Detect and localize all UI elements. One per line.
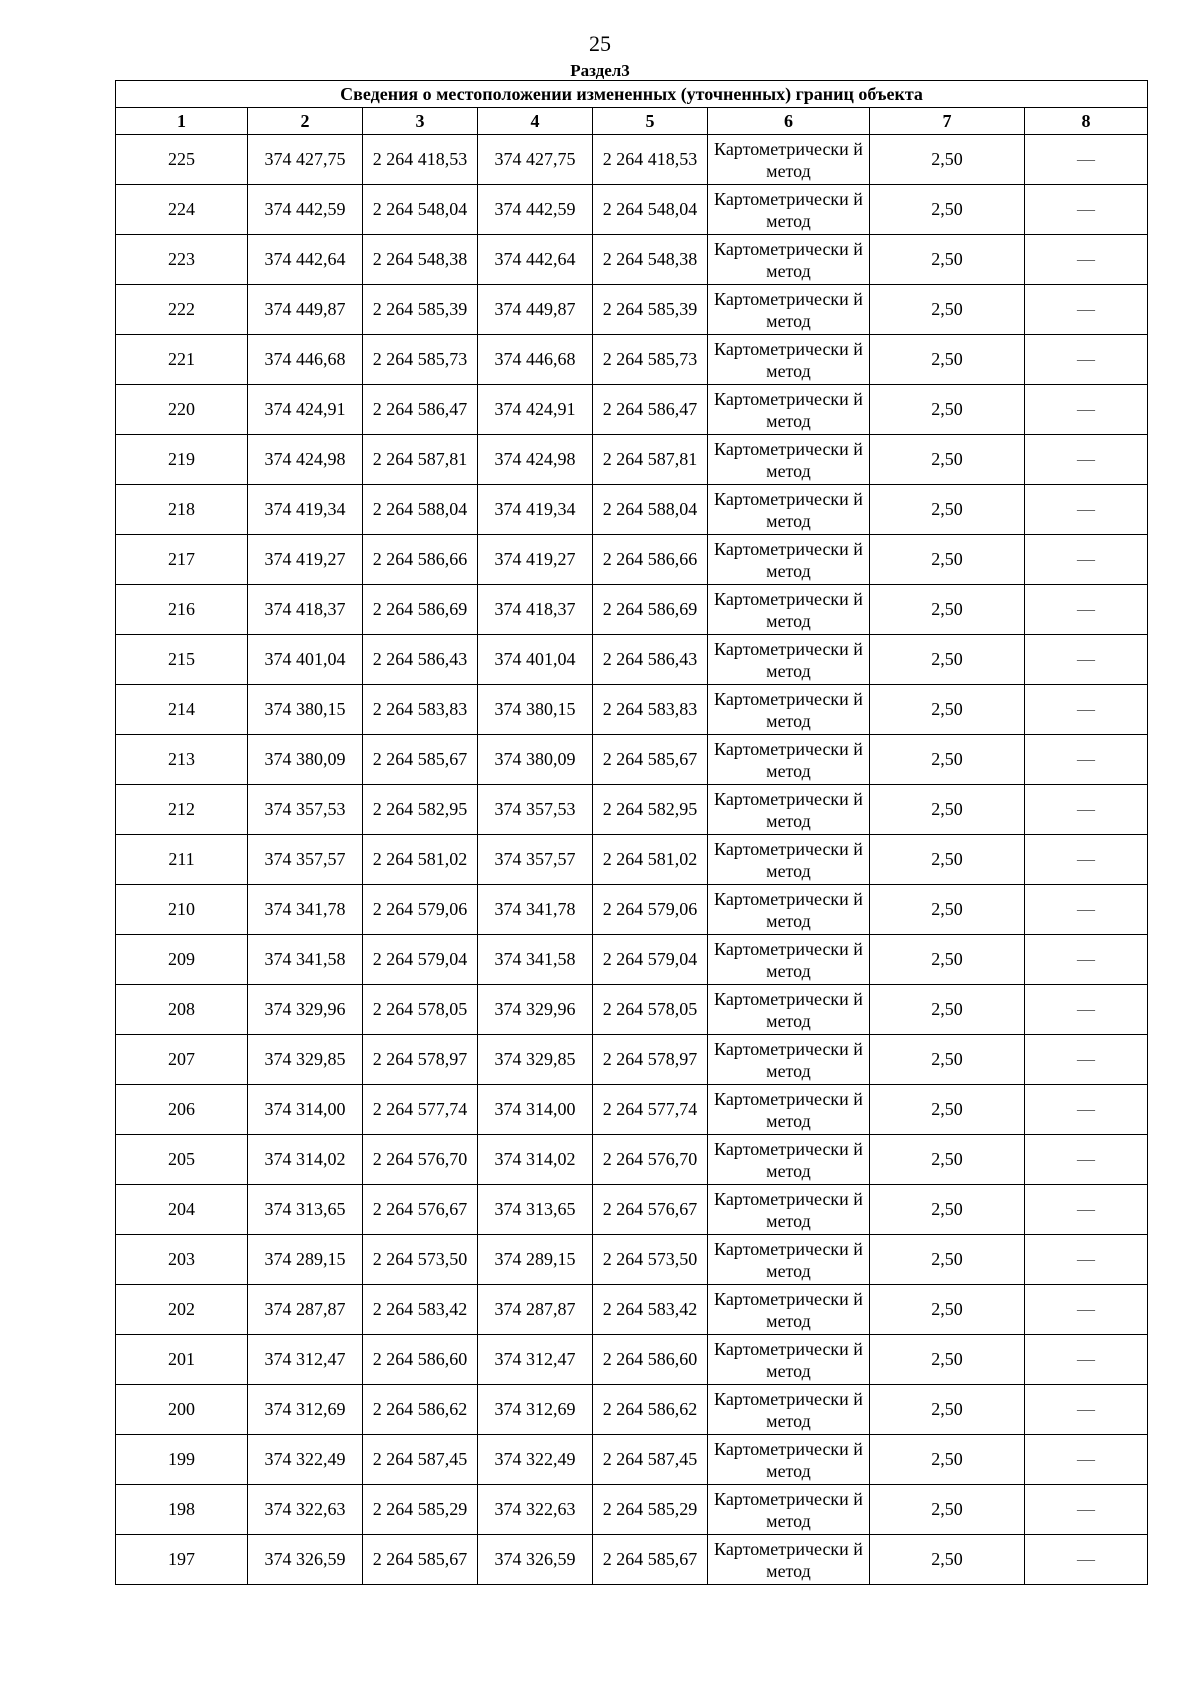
accuracy-cell: 2,50 [870, 1085, 1025, 1135]
y-coordinate-cell: 2 264 585,39 [593, 285, 708, 335]
y-coordinate-cell: 2 264 582,95 [593, 785, 708, 835]
y-coordinate-cell: 2 264 586,43 [593, 635, 708, 685]
y-coordinate-cell: 2 264 548,04 [363, 185, 478, 235]
y-coordinate-cell: 2 264 585,73 [593, 335, 708, 385]
y-coordinate-cell: 2 264 576,67 [593, 1185, 708, 1235]
table-row [116, 285, 1148, 335]
description-cell: — [1025, 785, 1148, 835]
y-coordinate-cell: 2 264 579,06 [593, 885, 708, 935]
accuracy-cell: 2,50 [870, 385, 1025, 435]
x-coordinate-cell: 374 424,91 [478, 385, 593, 435]
y-coordinate-cell: 2 264 587,81 [593, 435, 708, 485]
table-row [116, 185, 1148, 235]
table-row [116, 1035, 1148, 1085]
accuracy-cell: 2,50 [870, 835, 1025, 885]
y-coordinate-cell: 2 264 578,97 [363, 1035, 478, 1085]
point-number-cell: 199 [116, 1435, 248, 1485]
x-coordinate-cell: 374 442,64 [478, 235, 593, 285]
y-coordinate-cell: 2 264 578,05 [363, 985, 478, 1035]
point-number-cell: 206 [116, 1085, 248, 1135]
accuracy-cell: 2,50 [870, 335, 1025, 385]
table-body [116, 135, 1148, 1585]
accuracy-cell: 2,50 [870, 685, 1025, 735]
description-cell: — [1025, 1535, 1148, 1585]
y-coordinate-cell: 2 264 586,69 [593, 585, 708, 635]
point-number-cell: 208 [116, 985, 248, 1035]
method-cell: Картометрически й метод [708, 285, 870, 335]
y-coordinate-cell: 2 264 583,42 [593, 1285, 708, 1335]
method-cell: Картометрически й метод [708, 1135, 870, 1185]
table-row [116, 335, 1148, 385]
accuracy-cell: 2,50 [870, 1435, 1025, 1485]
y-coordinate-cell: 2 264 588,04 [593, 485, 708, 535]
point-number-cell: 212 [116, 785, 248, 835]
table-row [116, 635, 1148, 685]
method-cell: Картометрически й метод [708, 1235, 870, 1285]
accuracy-cell: 2,50 [870, 985, 1025, 1035]
y-coordinate-cell: 2 264 585,39 [363, 285, 478, 335]
column-number: 3 [363, 108, 478, 135]
point-number-cell: 214 [116, 685, 248, 735]
x-coordinate-cell: 374 341,78 [248, 885, 363, 935]
table-row [116, 785, 1148, 835]
table-row [116, 235, 1148, 285]
point-number-cell: 204 [116, 1185, 248, 1235]
point-number-cell: 211 [116, 835, 248, 885]
accuracy-cell: 2,50 [870, 135, 1025, 185]
description-cell: — [1025, 135, 1148, 185]
column-number: 8 [1025, 108, 1148, 135]
point-number-cell: 220 [116, 385, 248, 435]
accuracy-cell: 2,50 [870, 435, 1025, 485]
accuracy-cell: 2,50 [870, 485, 1025, 535]
y-coordinate-cell: 2 264 585,67 [363, 1535, 478, 1585]
y-coordinate-cell: 2 264 577,74 [363, 1085, 478, 1135]
point-number-cell: 209 [116, 935, 248, 985]
point-number-cell: 216 [116, 585, 248, 635]
x-coordinate-cell: 374 329,96 [478, 985, 593, 1035]
method-cell: Картометрически й метод [708, 585, 870, 635]
table-row [116, 935, 1148, 985]
x-coordinate-cell: 374 401,04 [478, 635, 593, 685]
x-coordinate-cell: 374 312,47 [478, 1335, 593, 1385]
description-cell: — [1025, 1435, 1148, 1485]
x-coordinate-cell: 374 314,00 [248, 1085, 363, 1135]
x-coordinate-cell: 374 449,87 [248, 285, 363, 335]
y-coordinate-cell: 2 264 587,45 [363, 1435, 478, 1485]
x-coordinate-cell: 374 357,53 [478, 785, 593, 835]
point-number-cell: 202 [116, 1285, 248, 1335]
method-cell: Картометрически й метод [708, 635, 870, 685]
accuracy-cell: 2,50 [870, 1335, 1025, 1385]
y-coordinate-cell: 2 264 582,95 [363, 785, 478, 835]
x-coordinate-cell: 374 322,49 [478, 1435, 593, 1485]
y-coordinate-cell: 2 264 418,53 [593, 135, 708, 185]
y-coordinate-cell: 2 264 418,53 [363, 135, 478, 185]
y-coordinate-cell: 2 264 585,67 [593, 735, 708, 785]
x-coordinate-cell: 374 418,37 [478, 585, 593, 635]
table-row [116, 1385, 1148, 1435]
point-number-cell: 198 [116, 1485, 248, 1535]
point-number-cell: 219 [116, 435, 248, 485]
method-cell: Картометрически й метод [708, 135, 870, 185]
x-coordinate-cell: 374 427,75 [248, 135, 363, 185]
description-cell: — [1025, 685, 1148, 735]
y-coordinate-cell: 2 264 576,67 [363, 1185, 478, 1235]
y-coordinate-cell: 2 264 586,60 [363, 1335, 478, 1385]
table-row [116, 435, 1148, 485]
x-coordinate-cell: 374 380,15 [248, 685, 363, 735]
point-number-cell: 225 [116, 135, 248, 185]
y-coordinate-cell: 2 264 583,42 [363, 1285, 478, 1335]
description-cell: — [1025, 885, 1148, 935]
description-cell: — [1025, 335, 1148, 385]
x-coordinate-cell: 374 322,63 [478, 1485, 593, 1535]
boundary-coordinates-table [115, 80, 1148, 1585]
x-coordinate-cell: 374 341,78 [478, 885, 593, 935]
y-coordinate-cell: 2 264 585,67 [593, 1535, 708, 1585]
method-cell: Картометрически й метод [708, 1285, 870, 1335]
accuracy-cell: 2,50 [870, 585, 1025, 635]
table-row [116, 1185, 1148, 1235]
description-cell: — [1025, 1085, 1148, 1135]
accuracy-cell: 2,50 [870, 535, 1025, 585]
column-number: 6 [708, 108, 870, 135]
method-cell: Картометрически й метод [708, 1435, 870, 1485]
x-coordinate-cell: 374 442,64 [248, 235, 363, 285]
table-row [116, 1235, 1148, 1285]
x-coordinate-cell: 374 313,65 [478, 1185, 593, 1235]
description-cell: — [1025, 735, 1148, 785]
point-number-cell: 224 [116, 185, 248, 235]
y-coordinate-cell: 2 264 548,38 [593, 235, 708, 285]
y-coordinate-cell: 2 264 586,47 [363, 385, 478, 435]
y-coordinate-cell: 2 264 588,04 [363, 485, 478, 535]
y-coordinate-cell: 2 264 576,70 [363, 1135, 478, 1185]
x-coordinate-cell: 374 419,27 [478, 535, 593, 585]
method-cell: Картометрически й метод [708, 235, 870, 285]
method-cell: Картометрически й метод [708, 1035, 870, 1085]
y-coordinate-cell: 2 264 586,62 [593, 1385, 708, 1435]
y-coordinate-cell: 2 264 586,43 [363, 635, 478, 685]
section-title: Раздел3 [570, 61, 630, 80]
y-coordinate-cell: 2 264 587,45 [593, 1435, 708, 1485]
x-coordinate-cell: 374 312,47 [248, 1335, 363, 1385]
accuracy-cell: 2,50 [870, 1035, 1025, 1085]
x-coordinate-cell: 374 419,34 [248, 485, 363, 535]
x-coordinate-cell: 374 314,00 [478, 1085, 593, 1135]
method-cell: Картометрически й метод [708, 1485, 870, 1535]
point-number-cell: 221 [116, 335, 248, 385]
accuracy-cell: 2,50 [870, 285, 1025, 335]
x-coordinate-cell: 374 341,58 [248, 935, 363, 985]
x-coordinate-cell: 374 287,87 [248, 1285, 363, 1335]
x-coordinate-cell: 374 314,02 [248, 1135, 363, 1185]
x-coordinate-cell: 374 449,87 [478, 285, 593, 335]
description-cell: — [1025, 935, 1148, 985]
description-cell: — [1025, 435, 1148, 485]
x-coordinate-cell: 374 329,85 [248, 1035, 363, 1085]
table-row [116, 1485, 1148, 1535]
point-number-cell: 201 [116, 1335, 248, 1385]
y-coordinate-cell: 2 264 585,29 [363, 1485, 478, 1535]
x-coordinate-cell: 374 322,49 [248, 1435, 363, 1485]
description-cell: — [1025, 285, 1148, 335]
method-cell: Картометрически й метод [708, 485, 870, 535]
description-cell: — [1025, 185, 1148, 235]
x-coordinate-cell: 374 326,59 [478, 1535, 593, 1585]
point-number-cell: 207 [116, 1035, 248, 1085]
table-row [116, 585, 1148, 635]
table-row [116, 135, 1148, 185]
x-coordinate-cell: 374 446,68 [248, 335, 363, 385]
x-coordinate-cell: 374 401,04 [248, 635, 363, 685]
y-coordinate-cell: 2 264 587,81 [363, 435, 478, 485]
table-row [116, 1085, 1148, 1135]
x-coordinate-cell: 374 424,98 [478, 435, 593, 485]
x-coordinate-cell: 374 322,63 [248, 1485, 363, 1535]
y-coordinate-cell: 2 264 578,05 [593, 985, 708, 1035]
x-coordinate-cell: 374 357,57 [478, 835, 593, 885]
x-coordinate-cell: 374 380,15 [478, 685, 593, 735]
method-cell: Картометрически й метод [708, 1185, 870, 1235]
table-row [116, 1435, 1148, 1485]
table-row [116, 685, 1148, 735]
description-cell: — [1025, 1385, 1148, 1435]
column-number: 4 [478, 108, 593, 135]
column-number: 5 [593, 108, 708, 135]
description-cell: — [1025, 485, 1148, 535]
y-coordinate-cell: 2 264 581,02 [363, 835, 478, 885]
method-cell: Картометрически й метод [708, 1085, 870, 1135]
x-coordinate-cell: 374 380,09 [478, 735, 593, 785]
column-number: 2 [248, 108, 363, 135]
method-cell: Картометрически й метод [708, 885, 870, 935]
y-coordinate-cell: 2 264 579,06 [363, 885, 478, 935]
x-coordinate-cell: 374 446,68 [478, 335, 593, 385]
method-cell: Картометрически й метод [708, 835, 870, 885]
point-number-cell: 215 [116, 635, 248, 685]
method-cell: Картометрически й метод [708, 1385, 870, 1435]
y-coordinate-cell: 2 264 576,70 [593, 1135, 708, 1185]
method-cell: Картометрически й метод [708, 435, 870, 485]
accuracy-cell: 2,50 [870, 885, 1025, 935]
x-coordinate-cell: 374 289,15 [478, 1235, 593, 1285]
description-cell: — [1025, 985, 1148, 1035]
x-coordinate-cell: 374 329,85 [478, 1035, 593, 1085]
y-coordinate-cell: 2 264 548,04 [593, 185, 708, 235]
point-number-cell: 203 [116, 1235, 248, 1285]
x-coordinate-cell: 374 427,75 [478, 135, 593, 185]
accuracy-cell: 2,50 [870, 1185, 1025, 1235]
table-row [116, 1535, 1148, 1585]
x-coordinate-cell: 374 326,59 [248, 1535, 363, 1585]
accuracy-cell: 2,50 [870, 1535, 1025, 1585]
point-number-cell: 210 [116, 885, 248, 935]
y-coordinate-cell: 2 264 573,50 [593, 1235, 708, 1285]
y-coordinate-cell: 2 264 583,83 [363, 685, 478, 735]
x-coordinate-cell: 374 418,37 [248, 585, 363, 635]
point-number-cell: 200 [116, 1385, 248, 1435]
description-cell: — [1025, 1135, 1148, 1185]
accuracy-cell: 2,50 [870, 235, 1025, 285]
x-coordinate-cell: 374 357,57 [248, 835, 363, 885]
x-coordinate-cell: 374 329,96 [248, 985, 363, 1035]
y-coordinate-cell: 2 264 578,97 [593, 1035, 708, 1085]
description-cell: — [1025, 635, 1148, 685]
method-cell: Картометрически й метод [708, 535, 870, 585]
y-coordinate-cell: 2 264 585,73 [363, 335, 478, 385]
table-row [116, 885, 1148, 935]
point-number-cell: 217 [116, 535, 248, 585]
x-coordinate-cell: 374 314,02 [478, 1135, 593, 1185]
accuracy-cell: 2,50 [870, 635, 1025, 685]
description-cell: — [1025, 1185, 1148, 1235]
description-cell: — [1025, 385, 1148, 435]
accuracy-cell: 2,50 [870, 1485, 1025, 1535]
x-coordinate-cell: 374 442,59 [478, 185, 593, 235]
method-cell: Картометрически й метод [708, 735, 870, 785]
x-coordinate-cell: 374 419,34 [478, 485, 593, 535]
x-coordinate-cell: 374 341,58 [478, 935, 593, 985]
x-coordinate-cell: 374 357,53 [248, 785, 363, 835]
method-cell: Картометрически й метод [708, 985, 870, 1035]
y-coordinate-cell: 2 264 583,83 [593, 685, 708, 735]
table-row [116, 835, 1148, 885]
column-number: 7 [870, 108, 1025, 135]
accuracy-cell: 2,50 [870, 935, 1025, 985]
description-cell: — [1025, 535, 1148, 585]
y-coordinate-cell: 2 264 577,74 [593, 1085, 708, 1135]
description-cell: — [1025, 1035, 1148, 1085]
point-number-cell: 197 [116, 1535, 248, 1585]
description-cell: — [1025, 235, 1148, 285]
y-coordinate-cell: 2 264 548,38 [363, 235, 478, 285]
method-cell: Картометрически й метод [708, 335, 870, 385]
description-cell: — [1025, 1285, 1148, 1335]
description-cell: — [1025, 1335, 1148, 1385]
table-row [116, 985, 1148, 1035]
x-coordinate-cell: 374 312,69 [478, 1385, 593, 1435]
y-coordinate-cell: 2 264 579,04 [363, 935, 478, 985]
point-number-cell: 218 [116, 485, 248, 535]
column-number: 1 [116, 108, 248, 135]
description-cell: — [1025, 585, 1148, 635]
description-cell: — [1025, 1235, 1148, 1285]
y-coordinate-cell: 2 264 586,66 [593, 535, 708, 585]
table-row [116, 535, 1148, 585]
accuracy-cell: 2,50 [870, 185, 1025, 235]
table-row [116, 485, 1148, 535]
y-coordinate-cell: 2 264 586,60 [593, 1335, 708, 1385]
accuracy-cell: 2,50 [870, 735, 1025, 785]
x-coordinate-cell: 374 419,27 [248, 535, 363, 585]
y-coordinate-cell: 2 264 586,62 [363, 1385, 478, 1435]
y-coordinate-cell: 2 264 586,66 [363, 535, 478, 585]
point-number-cell: 213 [116, 735, 248, 785]
table-row [116, 735, 1148, 785]
accuracy-cell: 2,50 [870, 1385, 1025, 1435]
point-number-cell: 205 [116, 1135, 248, 1185]
x-coordinate-cell: 374 312,69 [248, 1385, 363, 1435]
accuracy-cell: 2,50 [870, 785, 1025, 835]
method-cell: Картометрически й метод [708, 785, 870, 835]
description-cell: — [1025, 835, 1148, 885]
x-coordinate-cell: 374 380,09 [248, 735, 363, 785]
method-cell: Картометрически й метод [708, 1535, 870, 1585]
y-coordinate-cell: 2 264 581,02 [593, 835, 708, 885]
description-cell: — [1025, 1485, 1148, 1535]
table-row [116, 385, 1148, 435]
table-row [116, 1285, 1148, 1335]
column-number-row [116, 108, 1148, 135]
accuracy-cell: 2,50 [870, 1135, 1025, 1185]
y-coordinate-cell: 2 264 586,69 [363, 585, 478, 635]
point-number-cell: 223 [116, 235, 248, 285]
method-cell: Картометрически й метод [708, 385, 870, 435]
method-cell: Картометрически й метод [708, 185, 870, 235]
page-number: 25 [589, 31, 611, 56]
y-coordinate-cell: 2 264 586,47 [593, 385, 708, 435]
x-coordinate-cell: 374 313,65 [248, 1185, 363, 1235]
method-cell: Картометрически й метод [708, 935, 870, 985]
table-row [116, 1335, 1148, 1385]
method-cell: Картометрически й метод [708, 1335, 870, 1385]
accuracy-cell: 2,50 [870, 1235, 1025, 1285]
table-row [116, 1135, 1148, 1185]
point-number-cell: 222 [116, 285, 248, 335]
y-coordinate-cell: 2 264 585,29 [593, 1485, 708, 1535]
accuracy-cell: 2,50 [870, 1285, 1025, 1335]
y-coordinate-cell: 2 264 585,67 [363, 735, 478, 785]
x-coordinate-cell: 374 442,59 [248, 185, 363, 235]
table-title: Сведения о местоположении измененных (уточненных) границ объекта [116, 81, 1148, 108]
y-coordinate-cell: 2 264 579,04 [593, 935, 708, 985]
method-cell: Картометрически й метод [708, 685, 870, 735]
x-coordinate-cell: 374 424,98 [248, 435, 363, 485]
y-coordinate-cell: 2 264 573,50 [363, 1235, 478, 1285]
x-coordinate-cell: 374 424,91 [248, 385, 363, 435]
x-coordinate-cell: 374 289,15 [248, 1235, 363, 1285]
x-coordinate-cell: 374 287,87 [478, 1285, 593, 1335]
